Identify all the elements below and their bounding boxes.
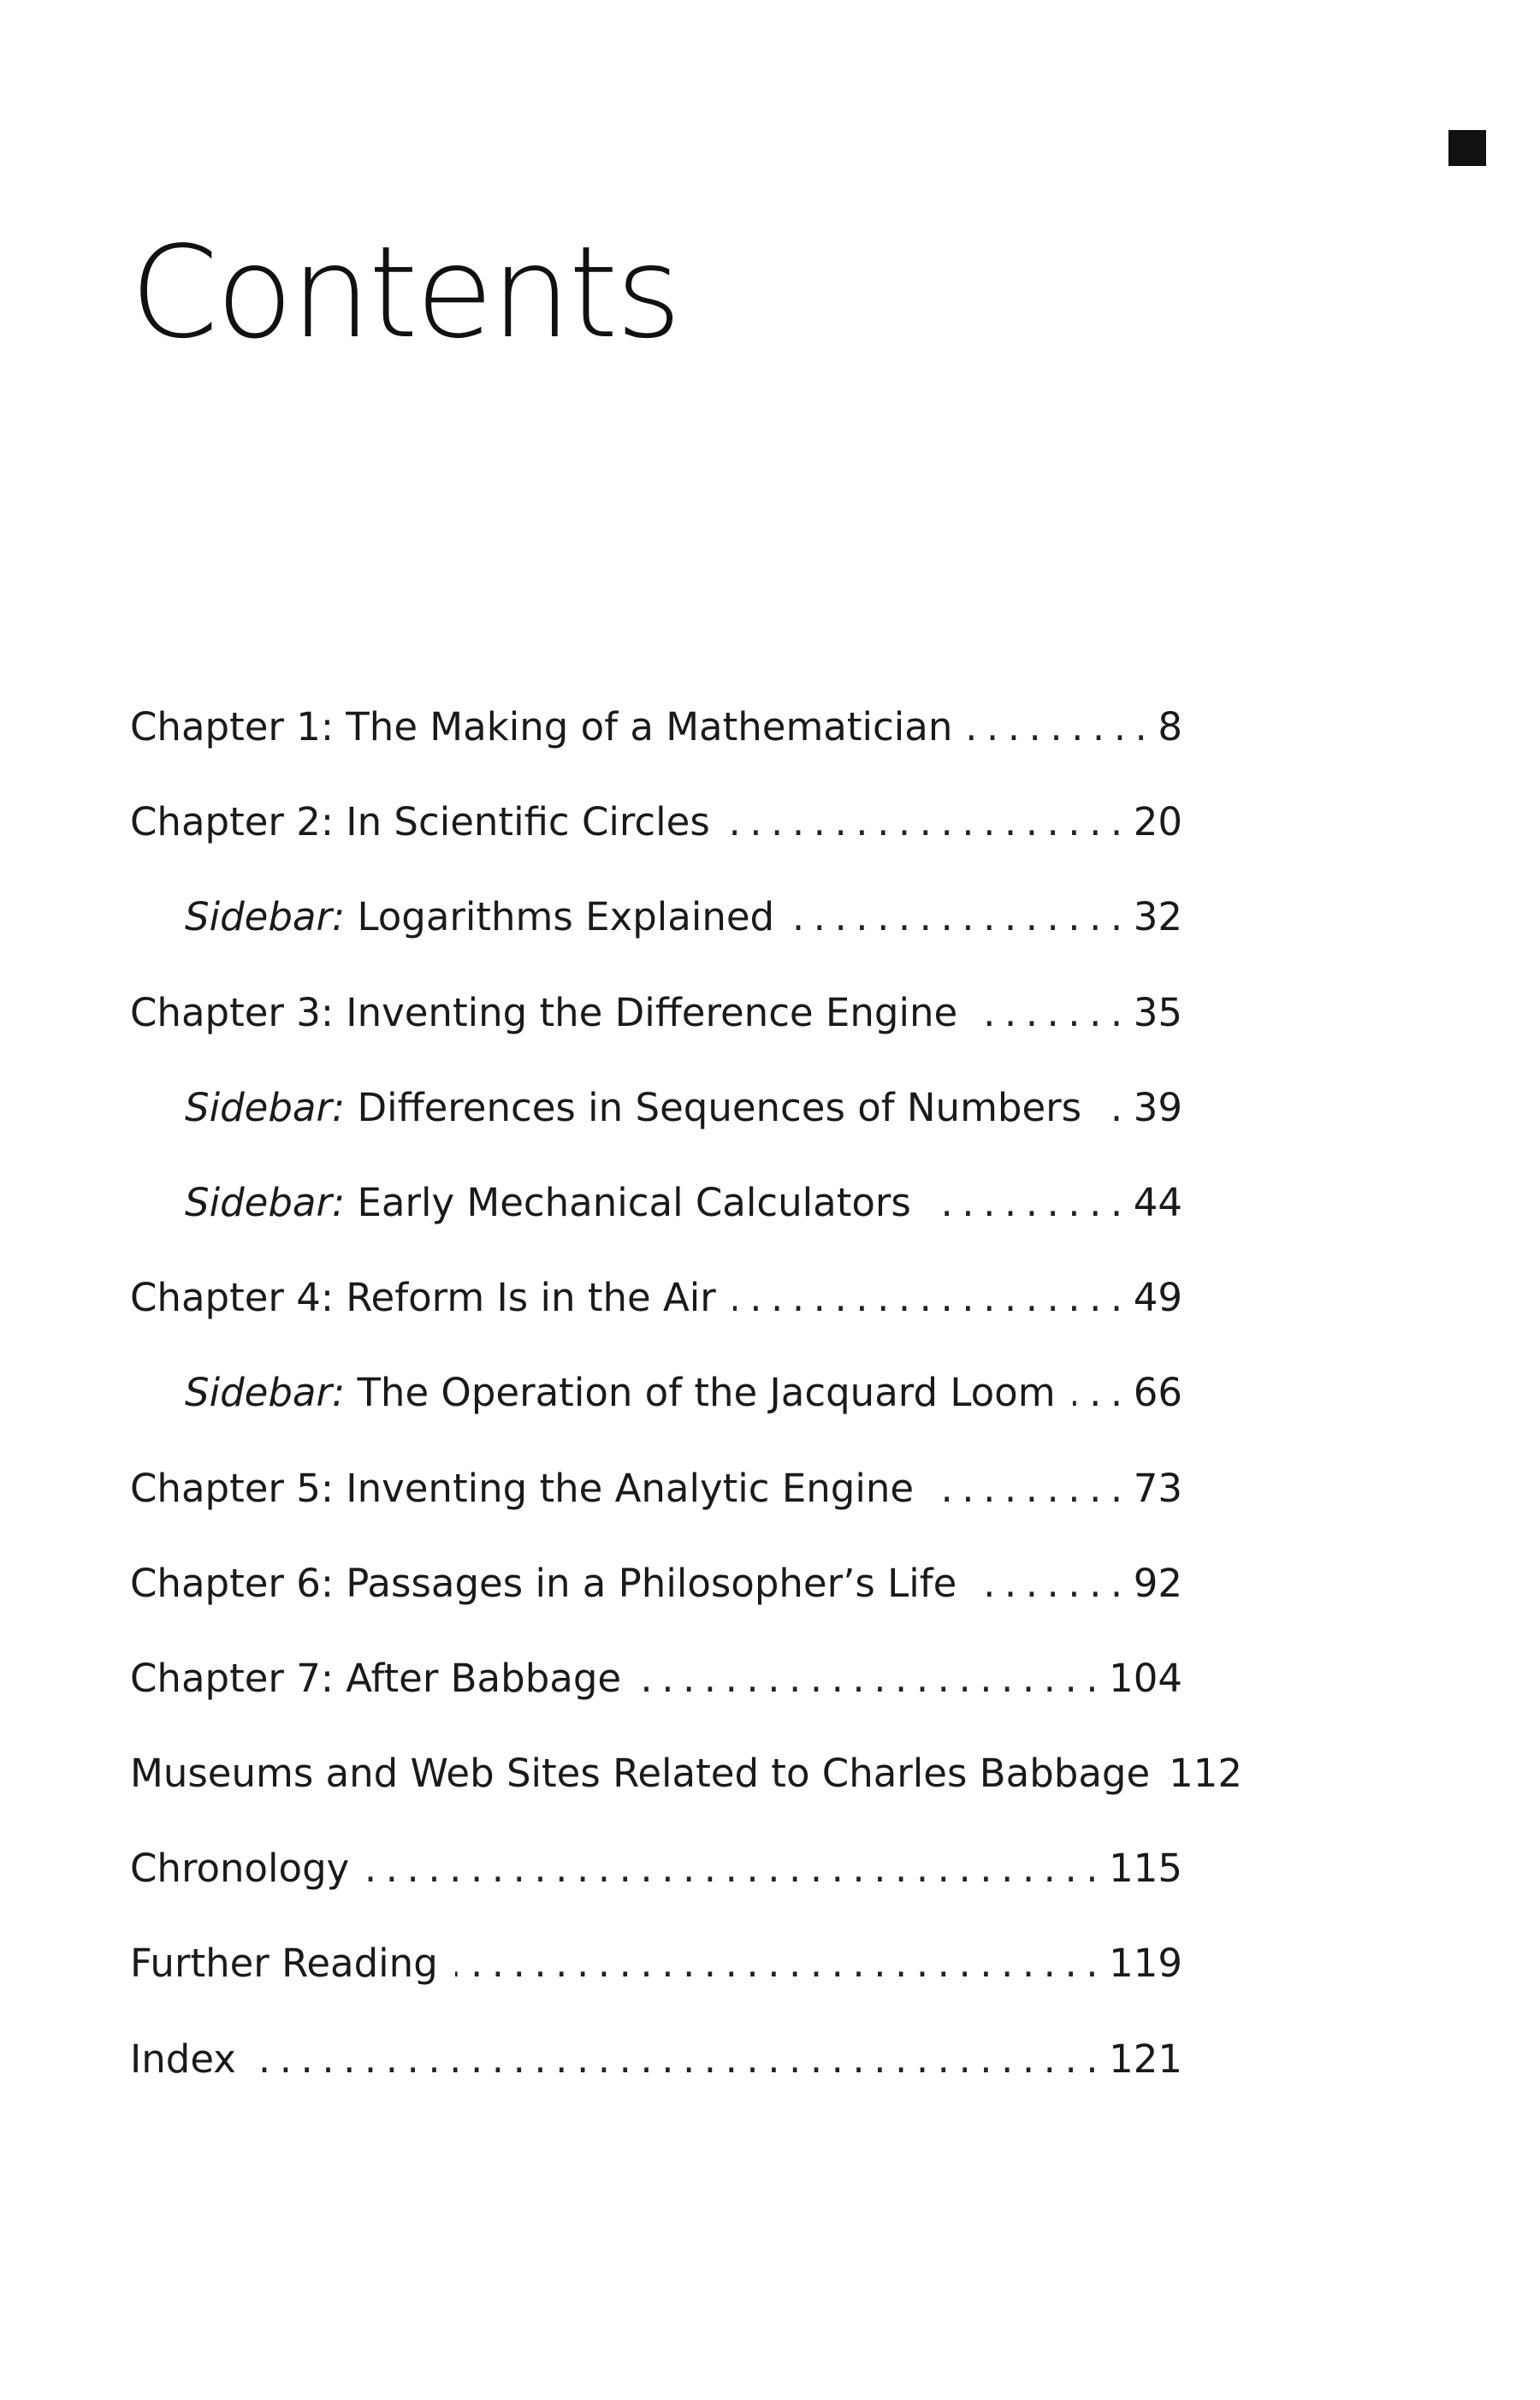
toc-entry[interactable] (130, 1931, 1182, 2026)
toc-entry[interactable] (130, 1741, 1243, 1836)
toc-entry-title: Index (130, 2036, 236, 2082)
toc-leader-dots (791, 885, 1132, 950)
toc-entry-title: Chapter 7: After Babbage (130, 1655, 622, 1701)
toc-leader-dots (928, 1170, 1132, 1236)
toc-leader-dots (969, 695, 1156, 760)
toc-entry-title: Chapter 4: Reform Is in the Air (130, 1275, 716, 1321)
toc-entry-label (130, 1836, 366, 1901)
toc-entry-title: Chapter 3: Inventing the Difference Engine (130, 989, 958, 1035)
toc-entry[interactable] (130, 790, 1182, 885)
toc-entry[interactable] (130, 1076, 1182, 1170)
toc-page-number: 44 (1132, 1170, 1182, 1236)
toc-page-number: 121 (1107, 2027, 1182, 2092)
toc-page-number: 66 (1132, 1360, 1182, 1425)
toc-page-number: 39 (1132, 1076, 1182, 1141)
page-title: Contents (130, 219, 679, 366)
toc-entry[interactable] (130, 1646, 1182, 1741)
toc-entry[interactable] (130, 695, 1182, 790)
toc-leader-dots (638, 1646, 1107, 1711)
toc-leader-dots (727, 790, 1132, 855)
toc-entry[interactable] (130, 1170, 1182, 1265)
toc-entry-label (185, 1076, 1099, 1141)
toc-leader-dots (455, 1931, 1107, 1996)
toc-entry-label (130, 790, 727, 855)
toc-entry-label (130, 695, 969, 760)
corner-marker (1448, 130, 1486, 166)
toc-entry[interactable] (130, 885, 1182, 980)
toc-page-number: 119 (1107, 1931, 1182, 1996)
toc-page-number: 32 (1132, 885, 1182, 950)
toc-leader-dots (931, 1456, 1132, 1521)
toc-entry-label (130, 1551, 974, 1616)
toc-page-number: 112 (1167, 1741, 1242, 1806)
toc-entry-title: Differences in Sequences of Numbers (357, 1084, 1082, 1130)
toc-entry-label (130, 1646, 638, 1711)
toc-entry-prefix: Sidebar: (185, 1179, 346, 1225)
toc-page-number: 92 (1132, 1551, 1182, 1616)
toc-entry-title: Early Mechanical Calculators (357, 1179, 911, 1225)
toc-leader-dots (1073, 1360, 1132, 1425)
toc-leader-dots (733, 1265, 1132, 1330)
toc-entry-label (185, 1170, 928, 1236)
toc-page-number: 115 (1107, 1836, 1182, 1901)
toc-entry-label (130, 1456, 931, 1521)
toc-leader-dots (366, 1836, 1107, 1901)
toc-page-number: 20 (1132, 790, 1182, 855)
toc-entry-title: Chapter 6: Passages in a Philosopher’s Life (130, 1560, 957, 1606)
toc-entry-label (185, 885, 791, 950)
toc-entry-title: Chapter 5: Inventing the Analytic Engine (130, 1465, 915, 1511)
toc-entry-label (130, 1741, 1167, 1806)
toc-leader-dots (974, 981, 1132, 1046)
toc-page-number: 73 (1132, 1456, 1182, 1521)
toc-entry-title: Chapter 2: In Scientific Circles (130, 799, 710, 845)
toc-leader-dots (1099, 1076, 1132, 1141)
toc-page-number: 49 (1132, 1265, 1182, 1330)
toc-entry-label (130, 981, 974, 1046)
toc-entry[interactable] (130, 1265, 1182, 1360)
toc-entry[interactable] (130, 1836, 1182, 1931)
toc-entry-prefix: Sidebar: (185, 1370, 346, 1416)
table-of-contents (130, 695, 1243, 2122)
toc-entry-title: Chronology (130, 1846, 350, 1892)
toc-entry[interactable] (130, 1551, 1182, 1646)
toc-entry-title: The Operation of the Jacquard Loom (357, 1370, 1056, 1416)
toc-entry-label (130, 1931, 455, 1996)
toc-entry[interactable] (130, 1456, 1182, 1551)
toc-leader-dots (974, 1551, 1131, 1616)
toc-entry[interactable] (130, 1360, 1182, 1455)
toc-entry-title: Further Reading (130, 1941, 438, 1987)
toc-entry[interactable] (130, 981, 1182, 1076)
toc-page-number: 104 (1107, 1646, 1182, 1711)
toc-leader-dots (253, 2027, 1107, 2092)
toc-page-number: 35 (1132, 981, 1182, 1046)
toc-entry[interactable] (130, 2027, 1182, 2122)
toc-entry-title: Logarithms Explained (357, 894, 775, 940)
toc-entry-prefix: Sidebar: (185, 1084, 346, 1130)
toc-entry-prefix: Sidebar: (185, 894, 346, 940)
toc-entry-label (130, 2027, 253, 2092)
toc-entry-title: Museums and Web Sites Related to Charles Babbage (130, 1751, 1151, 1797)
toc-entry-label (185, 1360, 1073, 1425)
toc-page-number: 8 (1156, 695, 1182, 760)
toc-entry-title: Chapter 1: The Making of a Mathematician (130, 704, 953, 750)
toc-entry-label (130, 1265, 733, 1330)
